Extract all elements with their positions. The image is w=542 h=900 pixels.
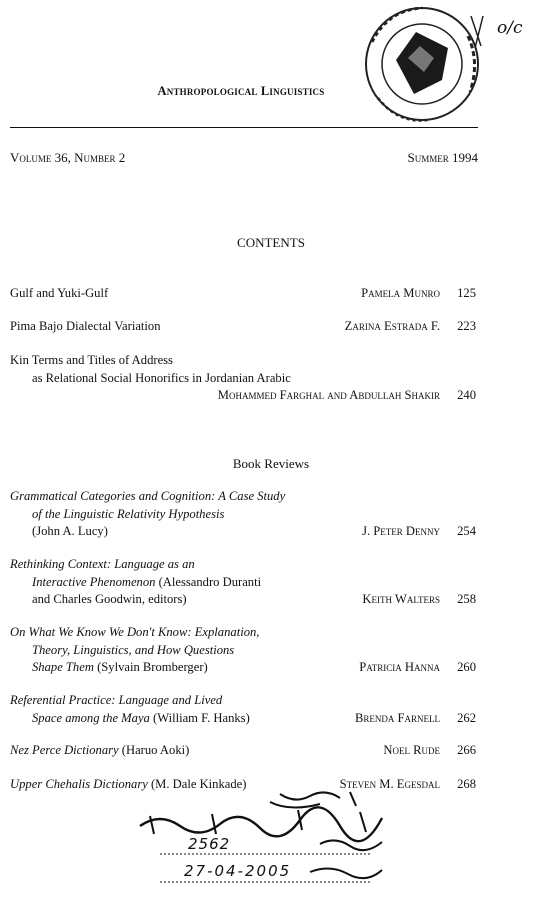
- article-author: Zarina Estrada F.: [344, 319, 440, 333]
- review-author-line: (Sylvain Bromberger): [93, 660, 208, 674]
- handwritten-reg-number: 2562: [188, 835, 231, 853]
- toc-entry: [10, 318, 476, 336]
- reviewer-name: Keith Walters: [362, 592, 440, 606]
- review-title-line: Referential Practice: Language and Lived: [10, 693, 223, 707]
- reviewer-name: Noel Rude: [383, 743, 440, 757]
- article-author: Pamela Munro: [361, 286, 440, 300]
- review-title-line: Theory, Linguistics, and How Questions: [32, 642, 235, 657]
- review-entry: [10, 624, 476, 677]
- reviewer-name: Patricia Hanna: [359, 660, 440, 674]
- review-title-line: Nez Perce Dictionary: [10, 743, 119, 757]
- page-number: 262: [457, 710, 476, 725]
- page-number: 266: [457, 743, 476, 757]
- review-author-line: (William F. Hanks): [149, 710, 250, 725]
- review-author-line: (Alessandro Duranti: [155, 574, 262, 589]
- review-entry: [10, 692, 476, 727]
- reviewer-name: Brenda Farnell: [354, 710, 440, 725]
- reviewer-name: Steven M. Egesdal: [339, 777, 440, 791]
- page-number: 223: [457, 319, 476, 333]
- review-author-line: and Charles Goodwin, editors): [32, 592, 187, 606]
- review-title-line: Upper Chehalis Dictionary: [10, 777, 148, 791]
- article-title-line: as Relational Social Honorifics in Jordanian Arabic: [32, 370, 291, 385]
- toc-entry: [10, 285, 476, 303]
- handwritten-reg-date: 27-04-2005: [184, 862, 292, 880]
- page-number: 260: [457, 660, 476, 674]
- review-title-line: Shape Them: [32, 660, 94, 674]
- review-entry: [10, 556, 476, 609]
- journal-title: Anthropological Linguistics: [157, 84, 325, 98]
- page-number: 254: [457, 524, 476, 538]
- contents-heading: CONTENTS: [237, 235, 305, 250]
- page-number: 258: [457, 592, 476, 606]
- review-entry: [10, 488, 476, 541]
- page-number: 268: [457, 777, 476, 791]
- toc-entry: [10, 352, 476, 405]
- article-title-line: Kin Terms and Titles of Address: [10, 353, 173, 367]
- page-number: 125: [457, 286, 476, 300]
- review-author-line: (M. Dale Kinkade): [147, 777, 247, 791]
- book-reviews-heading: Book Reviews: [232, 456, 310, 471]
- review-title-line: Rethinking Context: Language as an: [10, 557, 195, 571]
- review-title-line: On What We Know We Don't Know: Explanation,: [10, 625, 260, 639]
- review-title-line: of the Linguistic Relativity Hypothesis: [32, 506, 225, 521]
- review-title-line: Grammatical Categories and Cognition: A Case Study: [10, 489, 286, 503]
- header-rule: [10, 127, 478, 128]
- article-title: Gulf and Yuki-Gulf: [10, 286, 109, 300]
- review-author-line: (Haruo Aoki): [118, 743, 190, 757]
- handwritten-corner-note: o/c: [497, 18, 523, 38]
- review-title-line: Space among the Maya: [32, 710, 150, 725]
- article-title: Pima Bajo Dialectal Variation: [10, 319, 161, 333]
- review-title-line: Interactive Phenomenon: [32, 574, 156, 589]
- article-author: Mohammed Farghal and Abdullah Shakir: [217, 388, 440, 402]
- reviewer-name: J. Peter Denny: [362, 524, 440, 538]
- page-number: 240: [457, 388, 476, 402]
- review-entry: [10, 742, 476, 760]
- issue-date: Summer 1994: [407, 150, 478, 165]
- volume-number: Volume 36, Number 2: [10, 150, 126, 165]
- review-author-line: (John A. Lucy): [32, 524, 108, 538]
